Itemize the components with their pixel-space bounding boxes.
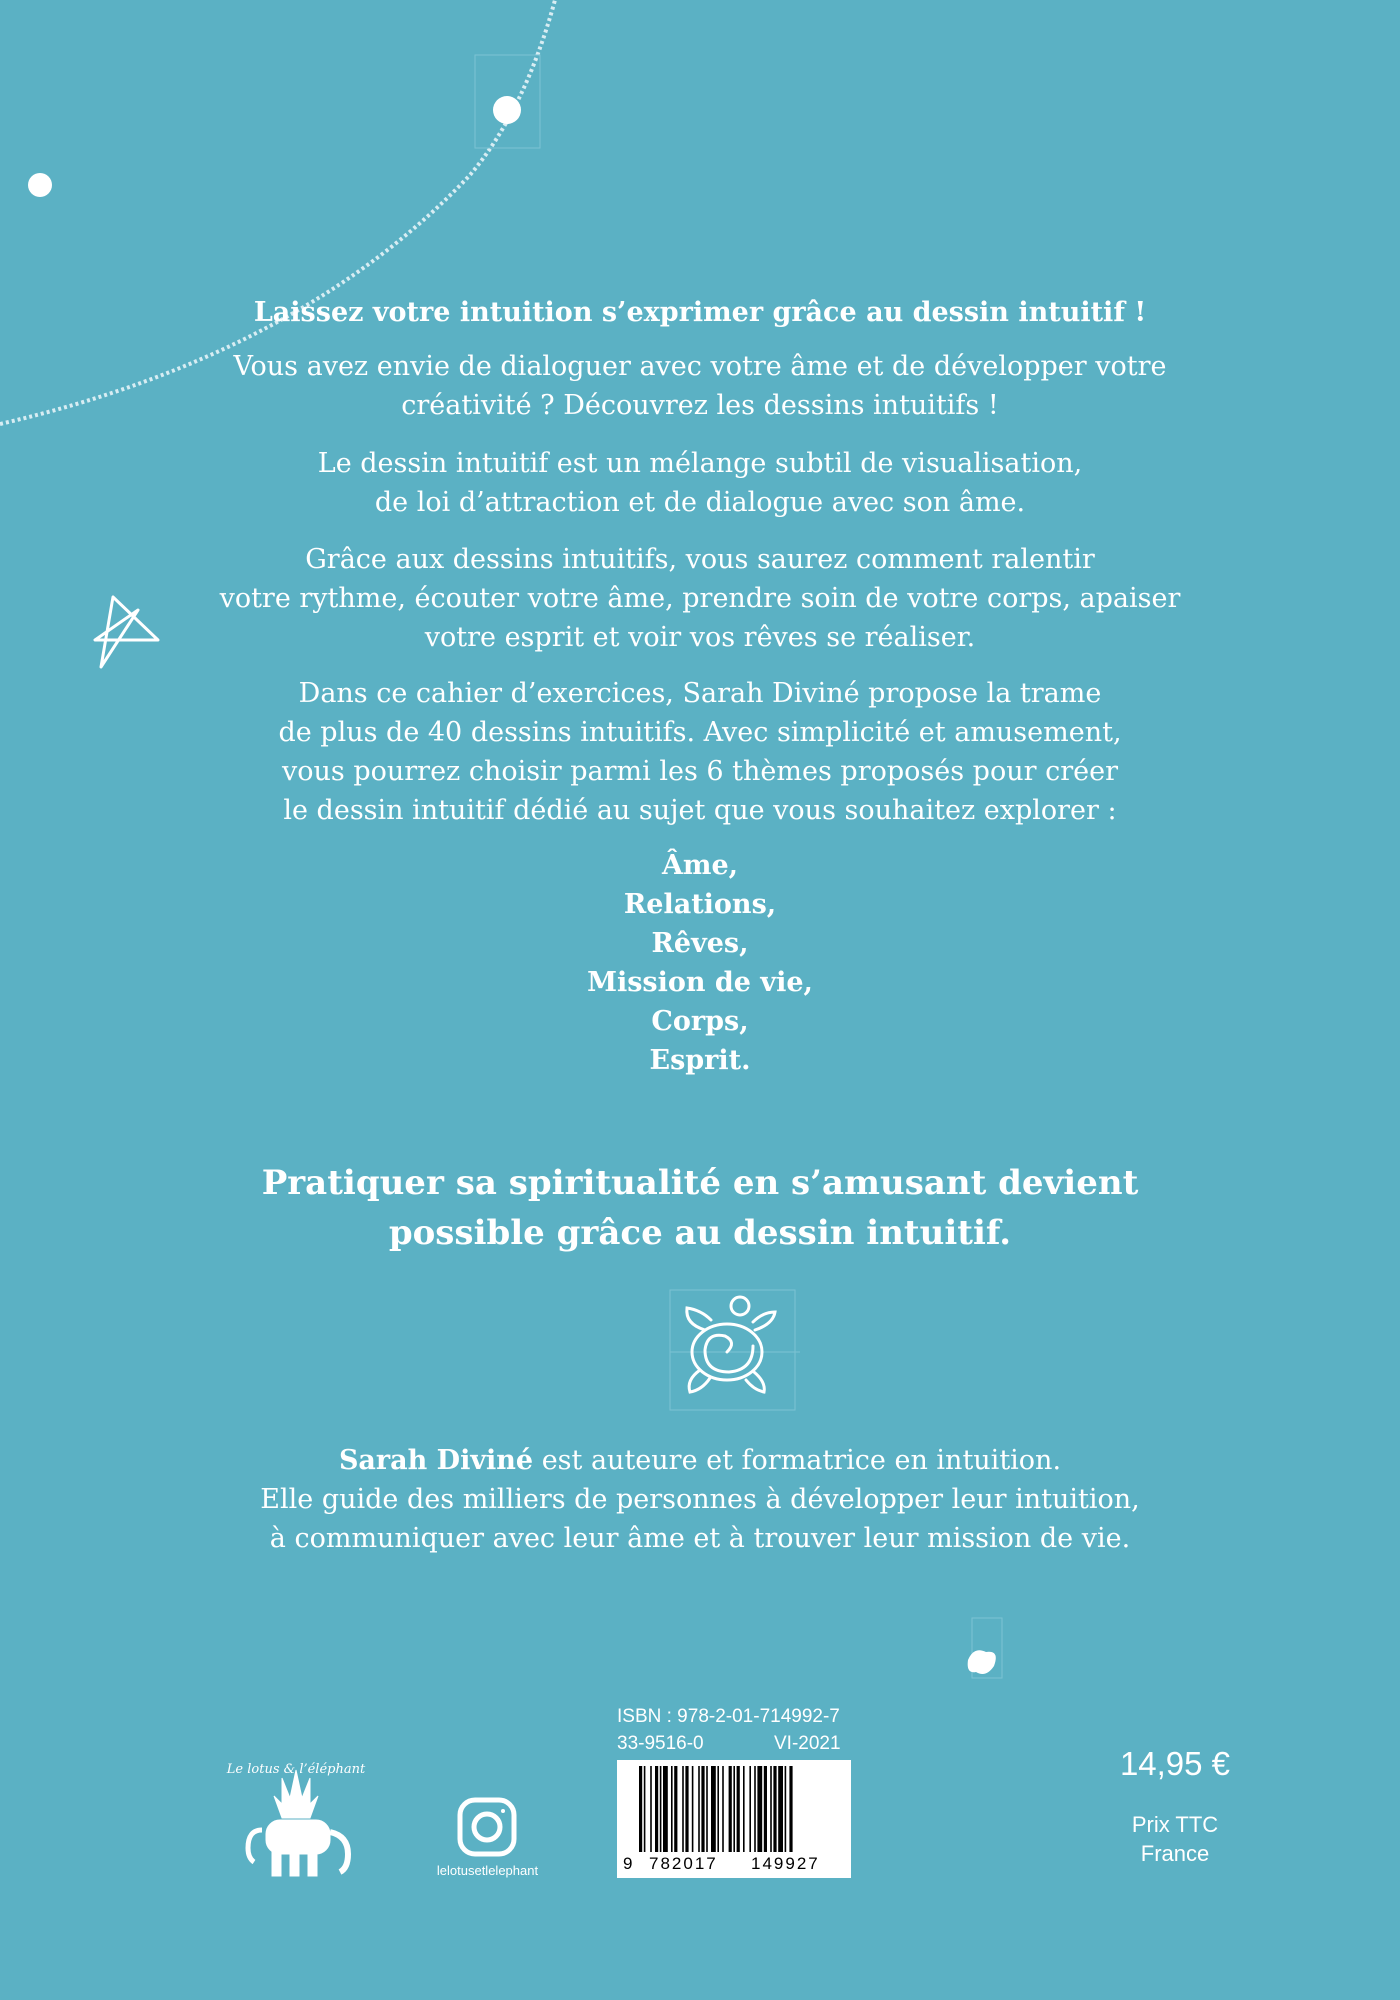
barcode-bar	[764, 1766, 767, 1852]
barcode-bar	[749, 1766, 751, 1852]
barcode-bar	[650, 1766, 652, 1852]
instagram-icon[interactable]	[460, 1800, 514, 1854]
tagline: Laissez votre intuition s’exprimer grâce au dessin intuitif !	[253, 297, 1147, 328]
benefits-line: Grâce aux dessins intuitifs, vous saurez comment ralentir	[305, 544, 1095, 575]
barcode-bar	[770, 1766, 772, 1852]
intro-line: Vous avez envie de dialoguer avec votre âme et de développer votre	[233, 351, 1167, 382]
theme-item: Corps,	[651, 1006, 749, 1037]
barcode-bar	[773, 1766, 776, 1852]
barcode-box	[617, 1760, 851, 1878]
intro-paragraph	[0, 347, 1400, 425]
barcode-digit-first: 9	[623, 1854, 633, 1873]
book-content-line: vous pourrez choisir parmi les 6 thèmes proposés pour créer	[282, 756, 1118, 787]
barcode-digits-left: 782017	[649, 1854, 718, 1873]
barcode-bar	[639, 1766, 642, 1852]
benefits-paragraph	[0, 540, 1400, 657]
barcode-bar	[660, 1766, 662, 1852]
author-bio-line: Elle guide des milliers de personnes à développer leur intuition,	[260, 1484, 1140, 1515]
barcode-bar	[757, 1766, 762, 1852]
book-content-line: Dans ce cahier d’exercices, Sarah Diviné propose la trame	[298, 678, 1102, 709]
lotus-elephant-logo	[248, 1770, 348, 1876]
definition-line: Le dessin intuitif est un mélange subtil de visualisation,	[317, 448, 1083, 479]
barcode-bar	[754, 1766, 756, 1852]
barcode-bar	[717, 1766, 719, 1852]
theme-item: Esprit.	[649, 1045, 751, 1076]
barcode-bar	[778, 1766, 783, 1852]
intro-line: créativité ? Découvrez les dessins intuitifs !	[401, 390, 999, 421]
barcode-bar	[644, 1766, 646, 1852]
dot-planet	[493, 96, 521, 124]
theme-item: Mission de vie,	[587, 967, 813, 998]
barcode-code: 33-9516-0	[617, 1733, 704, 1754]
barcode-bar	[701, 1766, 704, 1852]
barcode-bar	[743, 1766, 745, 1852]
barcode-bar	[706, 1766, 708, 1852]
price-country: France	[1140, 1841, 1210, 1866]
book-content-line: de plus de 40 dessins intuitifs. Avec simplicité et amusement,	[278, 717, 1122, 748]
benefits-line: votre esprit et voir vos rêves se réaliser.	[424, 622, 976, 653]
headline-line: possible grâce au dessin intuitif.	[388, 1213, 1012, 1253]
barcode-bar	[711, 1766, 716, 1852]
author-bio-line: à communiquer avec leur âme et à trouver leur mission de vie.	[269, 1523, 1131, 1554]
definition-line: de loi d’attraction et de dialogue avec son âme.	[374, 487, 1026, 518]
barcode-bar	[663, 1766, 668, 1852]
book-content-paragraph	[0, 674, 1400, 830]
barcode-bar	[733, 1766, 735, 1852]
theme-item: Relations,	[623, 889, 777, 920]
barcode-bar	[698, 1766, 700, 1852]
publisher-logo-text: Le lotus & l’éléphant	[226, 1762, 366, 1777]
isbn-line: ISBN : 978-2-01-714992-7	[617, 1706, 840, 1727]
headline	[0, 1158, 1400, 1258]
benefits-line: votre rythme, écouter votre âme, prendre soin de votre corps, apaiser	[219, 583, 1181, 614]
price-label: Prix TTC	[1131, 1812, 1219, 1837]
barcode-bar	[737, 1766, 740, 1852]
barcode-bar	[655, 1766, 658, 1852]
scribble-mark	[968, 1650, 996, 1674]
barcode-bar	[729, 1766, 732, 1852]
definition-paragraph	[0, 444, 1400, 522]
price-amount: 14,95 €	[1119, 1745, 1231, 1782]
dot-planet	[28, 173, 52, 197]
headline-line: Pratiquer sa spiritualité en s’amusant devient	[261, 1163, 1139, 1203]
barcode-bar	[692, 1766, 694, 1852]
barcode-digits-right: 149927	[751, 1854, 820, 1873]
author-bio	[0, 1441, 1400, 1558]
theme-item: Âme,	[661, 850, 739, 881]
barcode-bar	[789, 1766, 792, 1852]
barcode-bar	[674, 1766, 677, 1852]
barcode-bar	[685, 1766, 688, 1852]
barcode-bar	[682, 1766, 684, 1852]
book-content-line: le dessin intuitif dédié au sujet que vous souhaitez explorer :	[283, 795, 1117, 826]
barcode-bar	[722, 1766, 724, 1852]
themes-list	[0, 846, 1400, 1080]
instagram-handle[interactable]: lelotusetlelephant	[436, 1863, 539, 1878]
theme-item: Rêves,	[651, 928, 749, 959]
barcode-bar	[785, 1766, 787, 1852]
barcode-bar	[671, 1766, 673, 1852]
author-name: Sarah Diviné	[338, 1445, 534, 1476]
edition-code: VI-2021	[774, 1733, 841, 1754]
author-bio-text: est auteure et formatrice en intuition.	[533, 1445, 1062, 1476]
turtle-icon	[687, 1297, 775, 1392]
